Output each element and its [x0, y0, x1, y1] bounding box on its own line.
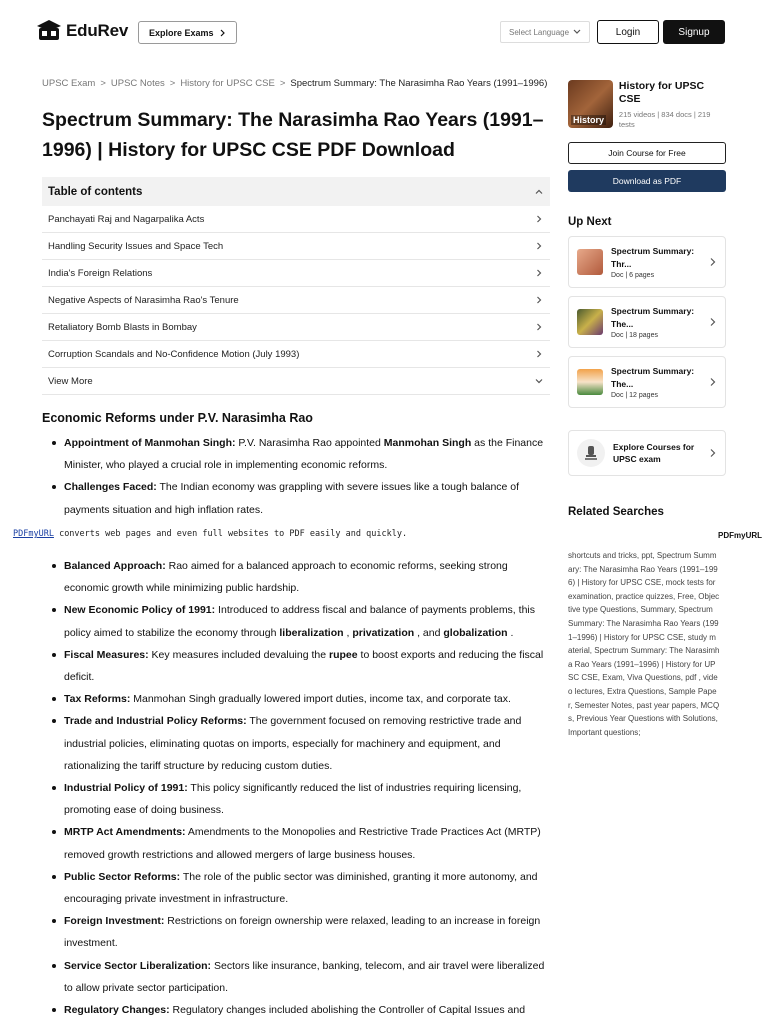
list-item — [50, 476, 552, 520]
explore-exams-button[interactable] — [138, 21, 237, 44]
toc-view-more-label: View More — [48, 375, 93, 387]
toc-item-label: India's Foreign Relations — [48, 267, 153, 279]
bullet-text: Introduced to address fiscal and balance of payments problems, this policy aimed to stabilize the economy through — [64, 604, 535, 639]
chevron-down-icon — [534, 376, 544, 386]
doc-thumbnail — [577, 369, 603, 395]
up-next-title: Up Next — [568, 216, 612, 228]
bullet-bold: Manmohan Singh — [383, 437, 472, 449]
chevron-right-icon — [709, 257, 717, 267]
bullet-text: as the Finance Minister, who played a crucial role in implementing economic reforms. — [64, 437, 544, 472]
up-next-name: Spectrum Summary: The... — [611, 306, 695, 329]
bullet-term: Service Sector Liberalization: — [64, 959, 212, 972]
toc-item[interactable] — [42, 260, 550, 287]
toc-header[interactable] — [42, 177, 550, 206]
signup-button[interactable]: Signup — [663, 20, 725, 44]
explore-exams-label: Explore Exams — [149, 27, 214, 38]
breadcrumb-separator: > — [100, 78, 106, 89]
language-select[interactable] — [500, 21, 590, 43]
toc-item[interactable] — [42, 314, 550, 341]
logo-text: EduRev — [66, 21, 129, 40]
bullet-text: The role of the public sector was diminished, granting it more autonomy, and encouraging private investment in infrastructure. — [64, 870, 538, 906]
bullet-bold: liberalization — [279, 626, 344, 639]
bullet-bold: privatization — [352, 626, 415, 639]
pdfmyurl-link[interactable]: PDFmyURL — [13, 529, 54, 539]
up-next-card[interactable] — [568, 296, 726, 348]
section-heading: Economic Reforms under P.V. Narasimha Rao — [42, 411, 313, 425]
toc-item-label: Handling Security Issues and Space Tech — [48, 240, 224, 252]
bullet-text: . — [507, 626, 514, 639]
chevron-right-icon — [534, 214, 544, 224]
course-thumbnail[interactable] — [568, 80, 613, 128]
chevron-right-icon — [709, 317, 717, 327]
bullet-text: Amendments to the Monopolies and Restrictive Trade Practices Act (MRTP) removed growth restrictions and allowed mergers of large business houses. — [64, 826, 541, 861]
up-next-name: Spectrum Summary: Thr... — [611, 246, 695, 269]
course-thumb-label: History — [573, 115, 605, 125]
chevron-right-icon — [709, 448, 717, 458]
toc-item-label: Retaliatory Bomb Blasts in Bombay — [48, 321, 197, 333]
bullet-term: Appointment of Manmohan Singh: — [64, 437, 236, 449]
breadcrumb — [42, 78, 552, 89]
site-header — [0, 0, 768, 64]
bullet-term: New Economic Policy of 1991: — [64, 604, 216, 617]
table-of-contents — [42, 177, 550, 395]
bullet-term: MRTP Act Amendments: — [64, 826, 186, 839]
bullet-term: Regulatory Changes: — [64, 1004, 170, 1017]
toc-view-more[interactable] — [42, 368, 550, 395]
bullet-term: Public Sector Reforms: — [64, 870, 181, 883]
bullet-term: Fiscal Measures: — [64, 648, 149, 661]
bullet-text: P.V. Narasimha Rao appointed — [235, 437, 384, 449]
toc-item[interactable] — [42, 206, 550, 233]
list-item — [50, 910, 552, 954]
toc-title: Table of contents — [48, 185, 143, 198]
bullet-text: The Indian economy was grappling with severe issues like a tough balance of payments situation and high inflation rates. — [64, 481, 520, 516]
bullet-text: Key measures included devaluing the — [148, 648, 330, 661]
logo-icon — [36, 18, 62, 44]
related-searches-text: shortcuts and tricks, ppt, Spectrum Summary: The Narasimha Rao Years (1991–1996) | History for UPSC CSE, mock tests for examination, practice quizzes, Free, Objective type Questions, Summary, Spectrum Summary: The Narasimha Rao Years (1991–1996) | History for UPSC CSE, study material, Spectrum Summary: The Narasimha Rao Years (1991–1996) | History for UPSC CSE, Exam, Viva Questions, pdf , video lectures, Extra Questions, Sample Paper, Semester Notes, past year papers, MCQs, Previous Year Questions with Solutions, Important questions; — [568, 551, 720, 737]
login-button[interactable]: Login — [597, 20, 659, 44]
list-item — [50, 644, 552, 688]
chevron-right-icon — [534, 268, 544, 278]
sidebar — [568, 80, 726, 739]
bullet-term: Challenges Faced: — [64, 481, 157, 494]
related-searches-title: Related Searches — [568, 506, 664, 518]
list-item — [50, 710, 552, 777]
bullet-text: The government focused on removing restrictive trade and industrial policies, eliminating quotas on imports, especially for machinery and equipment, and rationalizing the tariff structure by reducing custom duties. — [64, 715, 522, 772]
emblem-icon — [577, 439, 605, 467]
bullet-text: Sectors like insurance, banking, telecom, and air travel were liberalized to allow private sector participation. — [64, 959, 545, 994]
bullet-term: Foreign Investment: — [64, 915, 165, 928]
chevron-right-icon — [534, 322, 544, 332]
toc-item[interactable] — [42, 287, 550, 314]
bullet-text: Restrictions on foreign ownership were relaxed, leading to an increase in foreign investment. — [64, 915, 541, 950]
list-item — [50, 999, 552, 1021]
promo-text: converts web pages and even full websites to PDF easily and quickly. — [53, 529, 408, 539]
breadcrumb-item-upsc-notes[interactable]: UPSC Notes — [110, 78, 165, 89]
course-meta: 215 videos | 834 docs | 219 tests — [618, 110, 711, 129]
chevron-right-icon — [709, 377, 717, 387]
list-item — [50, 821, 552, 865]
breadcrumb-separator: > — [279, 78, 286, 89]
explore-courses-card[interactable] — [568, 430, 726, 476]
up-next-card[interactable] — [568, 236, 726, 288]
bullet-bold: rupee — [329, 648, 358, 661]
up-next-meta: Doc | 18 pages — [611, 332, 658, 339]
join-course-button[interactable]: Join Course for Free — [568, 142, 726, 164]
chevron-right-icon — [534, 295, 544, 305]
breadcrumb-separator: > — [169, 78, 176, 89]
bullet-text: Rao aimed for a balanced approach to economic reforms, seeking strong economic growth while minimizing public hardship. — [64, 560, 508, 595]
bullet-text: , and — [414, 626, 444, 639]
chevron-right-icon — [220, 29, 226, 37]
pdfmyurl-promo — [13, 529, 407, 539]
list-item — [50, 555, 552, 599]
pdfmyurl-logo[interactable]: PDFmyURL — [718, 531, 763, 540]
breadcrumb-item-current: Spectrum Summary: The Narasimha Rao Years (1991–1996) — [290, 78, 548, 89]
chevron-right-icon — [534, 349, 544, 359]
edurev-logo[interactable] — [36, 18, 128, 44]
bullet-term: Tax Reforms: — [64, 693, 131, 706]
chevron-up-icon — [534, 187, 544, 197]
chevron-down-icon — [573, 29, 581, 35]
doc-thumbnail — [577, 309, 603, 335]
bullet-text: Manmohan Singh gradually lowered import duties, income tax, and corporate tax. — [130, 693, 511, 706]
main-content — [42, 78, 552, 521]
bullet-text: Regulatory changes included abolishing the Controller of Capital Issues and — [169, 1004, 526, 1017]
bullet-list-intro — [42, 432, 552, 521]
chevron-right-icon — [534, 241, 544, 251]
bullet-term: Balanced Approach: — [64, 560, 166, 572]
bullet-term: Industrial Policy of 1991: — [64, 782, 188, 795]
bullet-text: This policy significantly reduced the list of industries requiring licensing, promoting ease of doing business. — [64, 782, 522, 817]
bullet-text: , — [343, 626, 353, 639]
up-next-card[interactable] — [568, 356, 726, 408]
bullet-bold: globalization — [443, 626, 508, 639]
list-item — [50, 777, 552, 821]
up-next-meta: Doc | 6 pages — [611, 272, 655, 279]
up-next-meta: Doc | 12 pages — [611, 392, 658, 399]
language-placeholder: Select Language — [509, 27, 570, 37]
page-title: Spectrum Summary: The Narasimha Rao Years (1991–1996) | History for UPSC CSE PDF Download — [42, 109, 544, 161]
toc-item[interactable] — [42, 233, 550, 260]
bullet-text: to boost exports and reducing the fiscal deficit. — [64, 648, 544, 684]
bullet-list-reforms — [42, 555, 552, 1021]
toc-item-label: Corruption Scandals and No-Confidence Motion (July 1993) — [48, 348, 300, 360]
explore-courses-label: Explore Courses for UPSC exam — [613, 442, 695, 464]
list-item — [50, 599, 552, 643]
toc-item-label: Negative Aspects of Narasimha Rao's Tenure — [48, 294, 239, 306]
course-card[interactable] — [568, 80, 726, 130]
breadcrumb-item-upsc-exam[interactable]: UPSC Exam — [42, 78, 96, 89]
list-item — [50, 432, 552, 476]
list-item — [50, 866, 552, 910]
download-pdf-button[interactable]: Download as PDF — [568, 170, 726, 192]
toc-item[interactable] — [42, 341, 550, 368]
list-item — [50, 955, 552, 999]
doc-thumbnail — [577, 249, 603, 275]
toc-item-label: Panchayati Raj and Nagarpalika Acts — [48, 213, 205, 225]
up-next-name: Spectrum Summary: The... — [611, 366, 695, 389]
breadcrumb-item-history[interactable]: History for UPSC CSE — [180, 78, 275, 89]
bullet-term: Trade and Industrial Policy Reforms: — [64, 715, 247, 728]
course-title[interactable]: History for UPSC CSE — [618, 80, 705, 105]
list-item — [50, 688, 552, 710]
reforms-list-container — [42, 555, 552, 1021]
